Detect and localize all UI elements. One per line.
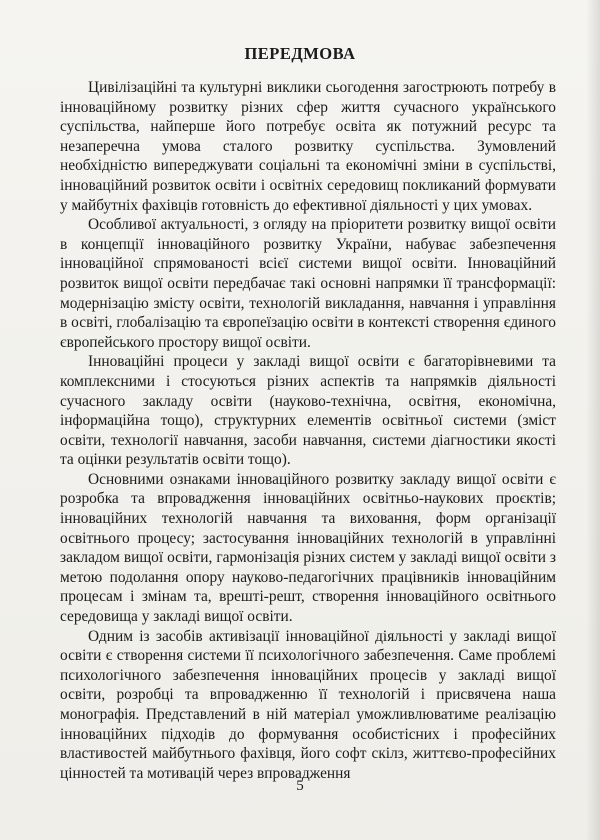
paragraph-3: Інноваційні процеси у закладі вищої освіти є багаторівневими та комплексними і стосуються різних аспектів та напрямків діяльності сучасного закладу освіти (науково-технічна, освітня, економічна, інформаційна тощо), структурних елементів освітньої системи (зміст освіти, технології навчання, засоби навчання, системи діагностики якості та оцінки результатів освіти тощо). <box>60 353 556 469</box>
paragraph-1: Цивілізаційні та культурні виклики сьогодення загострюють потребу в інноваційному розвитку різних сфер життя сучасного українського суспільства, найперше його потребує освіта як потужний ресурс та незаперечна умова сталого розвитку суспільства. Зумовлений необхідністю випереджувати соціальні та економічні зміни в суспільстві, інноваційний розвиток освіти і освітніх середовищ покликаний формувати у майбутніх фахівців готовність до ефективної діяльності у цих умовах. <box>60 79 556 214</box>
paragraph-5: Одним із засобів активізації інноваційної діяльності у закладі вищої освіти є створення системи її психологічного забезпечення. Саме проблемі психологічного забезпечення інноваційних процесів у закладі вищої освіти, розробці та впровадженню її технологій і присвячена наша монографія. Представлений в ній матеріал уможливлюватиме реалізацію інноваційних підходів до формування особистісних і професійних властивостей майбутнього фахівця, його софт скілз, життєво-професійних цінностей та мотивацій через впровадження <box>60 627 556 782</box>
paragraph-2: Особливої актуальності, з огляду на пріоритети розвитку вищої освіти в концепції інноваційного розвитку України, набуває забезпечення інноваційної спрямованості всієї системи вищої освіти. Інноваційний розвиток вищої освіти передбачає такі основні напрямки її трансформації: модернізацію змісту освіти, технологій викладання, навчання і управління в освіті, глобалізацію та європеїзацію освіти в контексті створення єдиного європейського простору вищої освіти. <box>60 216 556 351</box>
page-number: 5 <box>296 778 304 794</box>
page-title: ПЕРЕДМОВА <box>244 44 356 63</box>
preface-body <box>60 78 556 783</box>
paragraph-4: Основними ознаками інноваційного розвитку закладу вищої освіти є розробка та впровадження інноваційних освітньо-наукових проєктів; інноваційних технологій навчання та виховання, форм організації освітнього процесу; застосування інноваційних технологій в управлінні закладом вищої освіти, гармонізація різних систем у закладі вищої освіти з метою подолання опору науково-педагогічних працівників інноваційним процесам і змінам та, врешті-решт, створення інноваційного освітнього середовища у закладі вищої освіти. <box>60 470 556 626</box>
page-edge-shadow <box>586 0 600 840</box>
